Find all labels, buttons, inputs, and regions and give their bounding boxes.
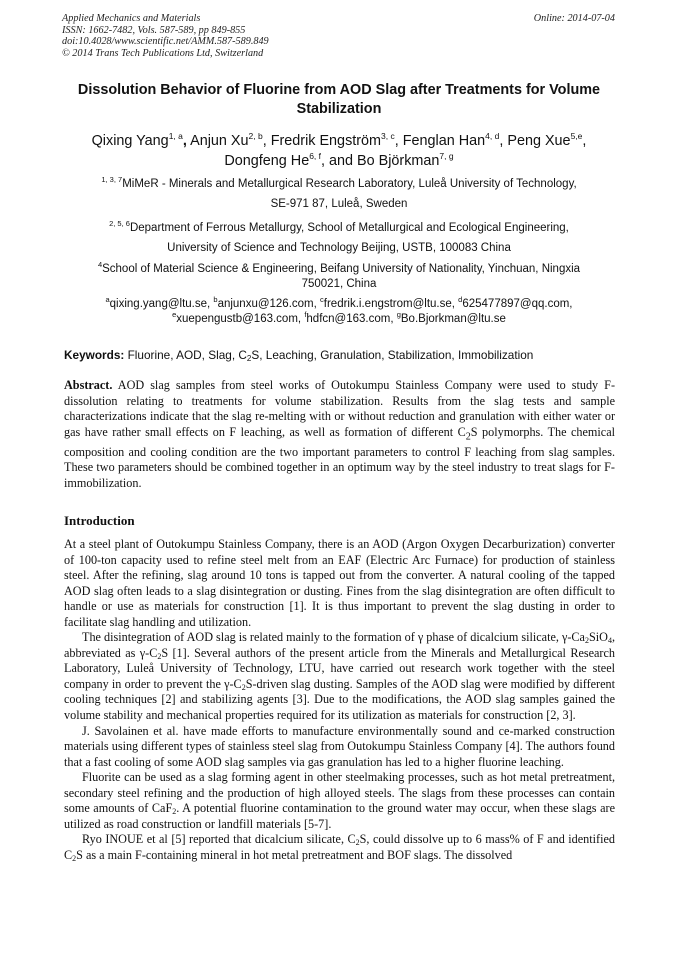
email-address: 625477897@qq.com: [462, 298, 570, 310]
copyright-line: © 2014 Trans Tech Publications Ltd, Switzerland: [62, 47, 264, 59]
affiliation-line: School of Material Science & Engineering, Beifang University of Nationality, Yinchuan, Ningxia: [102, 263, 581, 275]
author-name: Anjun Xu: [190, 133, 249, 149]
email-list: $^a$qixing.yang@ltu.se, $^b$anjunxu@126.com, $^c$fredrik.i.engstrom@ltu.se, $^d$625477897@qq.com, $^e$xuepengustb@163.com, $^f$hdfcn@163.com, $^g$Bo.Bjorkman@ltu.se: [105, 295, 573, 325]
author-conjunction: and: [329, 153, 354, 169]
affiliation-line: MiMeR - Minerals and Metallurgical Research Laboratory, Luleå University of Technology,: [122, 178, 577, 190]
email-marker: g: [396, 309, 401, 319]
journal-name: Applied Mechanics and Materials: [62, 13, 201, 24]
affiliation-marker: 2, 5, 6: [109, 219, 130, 228]
paragraph: Ryo INOUE et al [5] reported that dicalcium silicate, $C_2S$, could dissolve up to 6 mass% of F and identified $C_2S$ as a main F-containing mineral in hot metal pretreatment and BOF slags. The dissolved: [64, 832, 615, 863]
paragraph: Fluorite can be used as a slag forming agent in other steelmaking processes, such as hot metal pretreatment, secondary steel refining and the production of high alloyed steels. The slags from these processes can contain some amounts of CaF$_2$. A potential fluorine contamination to the ground water may occur, when these slags are utilized as road construction or landfill materials [5-7].: [64, 770, 615, 831]
author-marker: 4, d: [485, 131, 500, 141]
affiliation-marker: 1, 3, 7: [101, 175, 123, 184]
affiliation-marker: 4: [97, 260, 103, 269]
email-marker: c: [320, 295, 324, 304]
author-marker: 2, b: [248, 131, 263, 141]
email-marker: d: [458, 295, 463, 304]
abstract-text: AOD slag samples from steel works of Outokumpu Stainless Company were used to study F-dissolution relating to treatments for volume stabilization. Results from the slag tests and sample characterizations indicate that the slag re-melting with or without reduction and granulation with either water or gas have rather small effects on F leaching, as well as formation of different C: [64, 378, 615, 439]
email-marker: e: [172, 309, 177, 319]
introduction-body: [64, 537, 615, 863]
abstract-subscript: 2: [465, 431, 471, 443]
abstract-text: S polymorphs. The chemical composition and cooling condition are the two important parameters to control F leaching from slag samples. These two parameters should be combined together in an optimum way by the steel industry to treat slags for F-immobilization.: [64, 424, 616, 490]
affiliation-line: Department of Ferrous Metallurgy, School of Metallurgical and Ecological Engineering,: [129, 222, 569, 234]
author-name: Fenglan Han: [402, 133, 486, 149]
email-marker: b: [213, 295, 218, 304]
email-address: fredrik.i.engstrom@ltu.se: [323, 298, 452, 310]
affiliation: [52, 262, 626, 292]
email-address: xuepengustb@163.com: [176, 312, 298, 325]
author-marker: 1, a: [168, 131, 183, 141]
keywords-text: Fluorine, AOD, Slag, C: [127, 348, 247, 362]
email-address: anjunxu@126.com: [217, 298, 314, 310]
author-list: Qixing Yang$^{1, a}$, Anjun Xu$^{2, b}$, Fredrik Engström$^{3, c}$, Fenglan Han$^{4, d}$, Peng Xue$^{5,e}$, Dongfeng He$^{6, f}$, and Bo Björkman$^{7, g}$: [91, 131, 587, 169]
paragraph: J. Savolainen et al. have made efforts to manufacture environmentally sound and ce-marked construction materials using different types of stainless steel slag from Outokumpu Stainless Company [4]. The authors found that a fast cooling of some AOD slag samples via gas granulation has led to a higher fluorine leaching.: [64, 723, 615, 769]
paragraph: The disintegration of AOD slag is related mainly to the formation of γ phase of dicalcium silicate, $\gamma-Ca_2SiO_4$, abbreviated as $\gamma-C_2S$ [1]. Several authors of the present article from the Minerals and Metallurgical Research Laboratory, Luleå University of Technology, LTU, have carried out research work together with the steel company in order to prevent the $\gamma-C_2S$-driven slag dusting. Samples of the AOD slag were modified by different cooling techniques [2] and stabilizing agents [3]. Due to the modifications, the AOD slag samples gained the volume stability and mechanical properties required for its utilization as materials for construction [2, 3].: [64, 630, 615, 723]
journal-header: [62, 13, 269, 59]
email-marker: f: [304, 309, 307, 319]
keywords: [64, 347, 624, 363]
keywords-subscript: 2: [246, 354, 252, 363]
email-address: qixing.yang@ltu.se: [109, 298, 207, 310]
author-marker: 3, c: [381, 131, 395, 141]
affiliation: [52, 218, 626, 258]
paper-title: Dissolution Behavior of Fluorine from AOD Slag after Treatments for Volume Stabilization: [77, 82, 601, 117]
paragraph: At a steel plant of Outokumpu Stainless Company, there is an AOD (Argon Oxygen Decarburization) converter of 100-ton capacity used to refine steel melt from an EAF (Electric Arc Furnace) for production of stainless steel. After the refining, slag around 10 tons is tapped out from the converter. A natural cooling of the tapped AOD slag often leads to a slag disintegration or dusting. Fines from the slag disintegration are often difficult to handle or use as materials for construction [1]. It is thus important to prevent the slag dusting in order to facilitate slag handling and utilization.: [64, 537, 615, 629]
doi-line: doi:10.4028/www.scientific.net/AMM.587-589.849: [62, 36, 269, 48]
abstract: [64, 378, 615, 492]
affiliation-line: SE-971 87, Luleå, Sweden: [270, 198, 408, 210]
author-name: Fredrik Engström: [270, 133, 382, 149]
online-date: Online: 2014-07-04: [533, 13, 615, 24]
author-marker: 5,e: [570, 131, 583, 141]
section-heading-introduction: Introduction: [64, 513, 135, 528]
email-address: Bo.Bjorkman@ltu.se: [400, 312, 506, 325]
affiliation: [52, 174, 626, 214]
abstract-label: Abstract.: [64, 378, 113, 392]
author-name: Dongfeng He: [224, 153, 310, 169]
author-name: Peng Xue: [507, 133, 571, 149]
affiliation-line: 750021, China: [301, 278, 377, 290]
author-name: Bo Björkman: [357, 153, 440, 169]
keywords-label: Keywords:: [64, 348, 125, 362]
author-marker: 7, g: [439, 151, 454, 161]
affiliation-line: University of Science and Technology Beijing, USTB, 100083 China: [167, 242, 511, 254]
issn-line: ISSN: 1662-7482, Vols. 587-589, pp 849-855: [62, 24, 246, 36]
email-address: hdfcn@163.com: [306, 312, 391, 325]
email-marker: a: [105, 295, 110, 304]
keywords-text: S, Leaching, Granulation, Stabilization, Immobilization: [251, 348, 534, 362]
author-name: Qixing Yang: [91, 133, 169, 149]
author-marker: 6, f: [309, 151, 322, 161]
